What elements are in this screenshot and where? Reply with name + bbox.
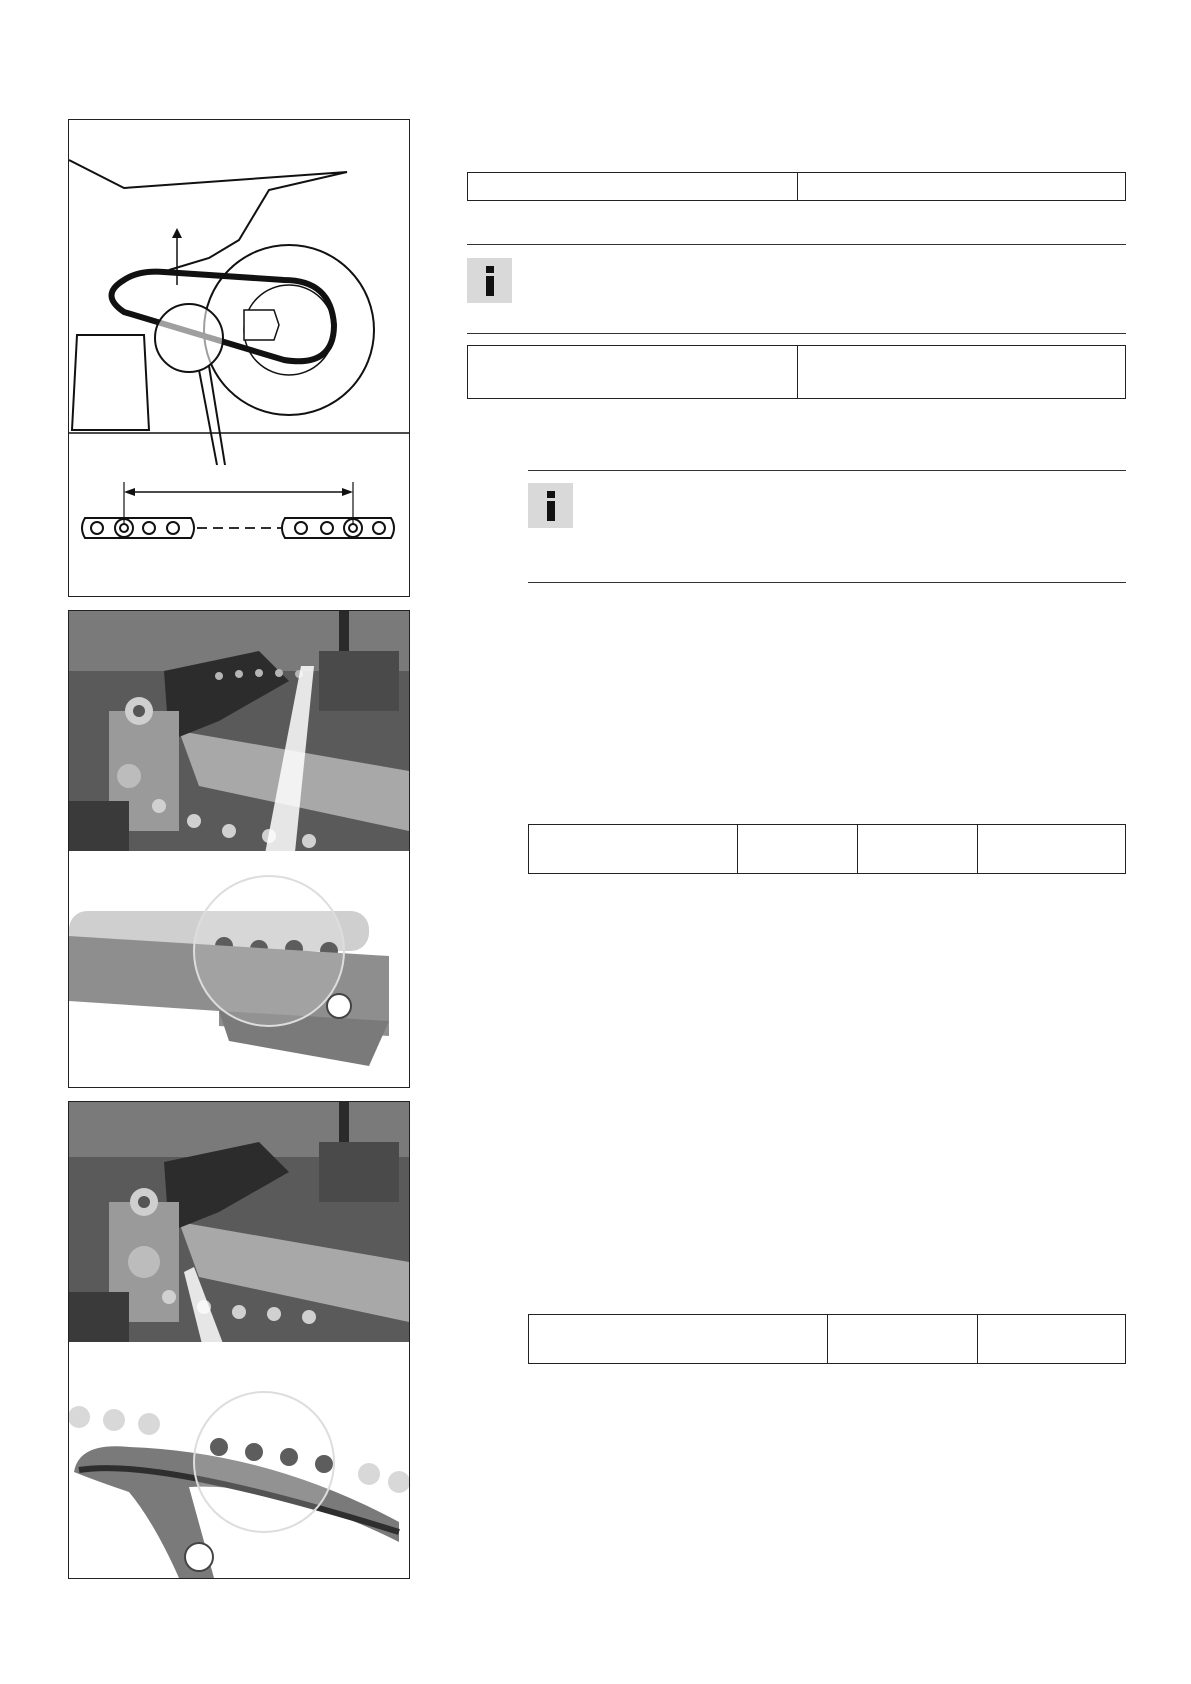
spec-table-1 <box>467 172 1126 201</box>
spec-table-3-cell-4 <box>978 825 1125 873</box>
spec-table-2-cell-2 <box>798 346 1125 398</box>
info-icon <box>528 483 573 528</box>
chain-sliding-guard-photo <box>69 611 409 1087</box>
spec-table-2-cell-1 <box>468 346 798 398</box>
info-note-2-bottom-rule <box>528 582 1126 583</box>
chain-sliding-guard-figure <box>68 610 410 1088</box>
spec-table-1-cell-2 <box>798 173 1125 200</box>
info-note-1-bottom-rule <box>467 333 1126 334</box>
info-note-1-top-rule <box>467 244 1126 245</box>
spec-table-3-cell-1 <box>529 825 738 873</box>
info-icon <box>467 258 512 303</box>
spec-table-3 <box>528 824 1126 874</box>
spec-table-4-cell-1 <box>529 1315 828 1363</box>
spec-table-4-cell-2 <box>828 1315 978 1363</box>
chain-length-measurement-figure <box>68 119 410 597</box>
info-note-2-top-rule <box>528 470 1126 471</box>
chain-diagram-drawing <box>69 120 409 596</box>
spec-table-3-cell-3 <box>858 825 978 873</box>
spec-table-3-cell-2 <box>738 825 858 873</box>
spec-table-1-cell-1 <box>468 173 798 200</box>
chain-guide-figure <box>68 1101 410 1579</box>
spec-table-2 <box>467 345 1126 399</box>
spec-table-4 <box>528 1314 1126 1364</box>
spec-table-4-cell-3 <box>978 1315 1125 1363</box>
chain-guide-photo <box>69 1102 409 1578</box>
